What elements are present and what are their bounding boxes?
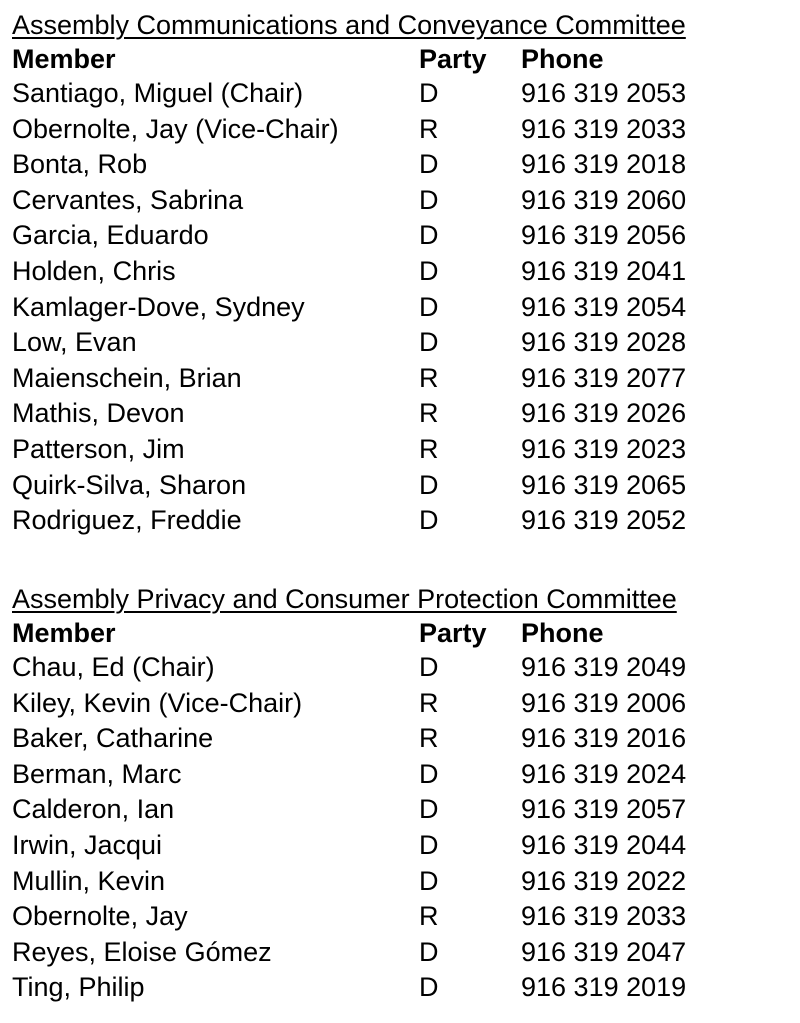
member-list xyxy=(12,650,792,1006)
member-name: Chau, Ed (Chair) xyxy=(12,652,215,682)
table-header-row xyxy=(12,42,792,76)
member-name: Santiago, Miguel (Chair) xyxy=(12,78,304,108)
member-row xyxy=(12,147,792,183)
member-column-header: Member xyxy=(12,618,116,648)
member-name: Maienschein, Brian xyxy=(12,362,242,393)
member-name: Quirk-Silva, Sharon xyxy=(12,469,247,500)
member-name: Rodriguez, Freddie xyxy=(12,505,242,536)
member-name: Kiley, Kevin (Vice-Chair) xyxy=(12,687,303,718)
phone-number: 916 319 2049 xyxy=(521,652,687,682)
member-row xyxy=(12,76,792,112)
party-affiliation: R xyxy=(419,723,439,754)
member-name: Baker, Catharine xyxy=(12,723,214,754)
phone-number: 916 319 2024 xyxy=(521,758,687,789)
member-row xyxy=(12,686,792,722)
committee-privacy-consumer-protection xyxy=(12,582,792,1006)
phone-number: 916 319 2033 xyxy=(521,113,687,144)
member-row xyxy=(12,254,792,290)
phone-number: 916 319 2022 xyxy=(521,865,687,896)
member-list xyxy=(12,76,792,539)
party-affiliation: D xyxy=(419,794,439,825)
party-affiliation: D xyxy=(419,327,439,358)
member-name: Calderon, Ian xyxy=(12,794,175,825)
committee-title: Assembly Communications and Conveyance Committee xyxy=(12,10,686,40)
phone-number: 916 319 2016 xyxy=(521,723,687,754)
member-name: Kamlager-Dove, Sydney xyxy=(12,291,305,322)
phone-number: 916 319 2019 xyxy=(521,972,687,1003)
table-header-row xyxy=(12,616,792,650)
phone-number: 916 319 2056 xyxy=(521,220,687,251)
party-affiliation: R xyxy=(419,433,439,464)
phone-number: 916 319 2033 xyxy=(521,901,687,932)
member-row xyxy=(12,792,792,828)
phone-number: 916 319 2028 xyxy=(521,327,687,358)
party-affiliation: D xyxy=(419,758,439,789)
member-name: Mathis, Devon xyxy=(12,398,185,429)
phone-number: 916 319 2041 xyxy=(521,255,687,286)
member-row xyxy=(12,899,792,935)
member-name: Irwin, Jacqui xyxy=(12,829,163,860)
party-affiliation: R xyxy=(419,398,439,429)
party-affiliation: D xyxy=(419,149,439,180)
member-name: Low, Evan xyxy=(12,327,137,358)
member-row xyxy=(12,828,792,864)
committee-title: Assembly Privacy and Consumer Protection Committee xyxy=(12,584,677,614)
phone-number: 916 319 2052 xyxy=(521,505,687,536)
party-affiliation: D xyxy=(419,78,439,108)
member-row xyxy=(12,218,792,254)
phone-number: 916 319 2044 xyxy=(521,829,687,860)
member-row xyxy=(12,290,792,326)
member-name: Obernolte, Jay (Vice-Chair) xyxy=(12,113,339,144)
party-affiliation: D xyxy=(419,220,439,251)
party-affiliation: D xyxy=(419,936,439,967)
member-column-header: Member xyxy=(12,44,116,74)
party-affiliation: D xyxy=(419,652,439,682)
phone-number: 916 319 2026 xyxy=(521,398,687,429)
party-affiliation: R xyxy=(419,362,439,393)
member-row xyxy=(12,361,792,397)
member-row xyxy=(12,970,792,1006)
member-row xyxy=(12,864,792,900)
member-row xyxy=(12,721,792,757)
party-affiliation: D xyxy=(419,505,439,536)
phone-number: 916 319 2065 xyxy=(521,469,687,500)
party-affiliation: R xyxy=(419,687,439,718)
member-row xyxy=(12,757,792,793)
party-affiliation: D xyxy=(419,865,439,896)
member-row xyxy=(12,935,792,971)
phone-number: 916 319 2057 xyxy=(521,794,687,825)
phone-number: 916 319 2023 xyxy=(521,433,687,464)
member-row xyxy=(12,325,792,361)
phone-number: 916 319 2053 xyxy=(521,78,687,108)
member-name: Holden, Chris xyxy=(12,255,176,286)
party-affiliation: D xyxy=(419,184,439,215)
phone-column-header: Phone xyxy=(521,44,604,74)
party-column-header: Party xyxy=(419,44,487,74)
phone-number: 916 319 2006 xyxy=(521,687,687,718)
phone-number: 916 319 2054 xyxy=(521,291,687,322)
member-name: Patterson, Jim xyxy=(12,433,185,464)
member-row xyxy=(12,468,792,504)
party-affiliation: R xyxy=(419,113,439,144)
party-affiliation: D xyxy=(419,972,439,1003)
phone-number: 916 319 2047 xyxy=(521,936,687,967)
member-name: Ting, Philip xyxy=(12,972,145,1003)
party-affiliation: D xyxy=(419,255,439,286)
committee-communications-conveyance xyxy=(12,8,792,539)
member-name: Obernolte, Jay xyxy=(12,901,188,932)
party-affiliation: D xyxy=(419,291,439,322)
member-row xyxy=(12,503,792,539)
party-affiliation: D xyxy=(419,469,439,500)
member-row xyxy=(12,112,792,148)
member-name: Berman, Marc xyxy=(12,758,182,789)
member-name: Bonta, Rob xyxy=(12,149,148,180)
party-column-header: Party xyxy=(419,618,487,648)
member-name: Cervantes, Sabrina xyxy=(12,184,244,215)
party-affiliation: R xyxy=(419,901,439,932)
member-row xyxy=(12,432,792,468)
phone-number: 916 319 2060 xyxy=(521,184,687,215)
phone-number: 916 319 2018 xyxy=(521,149,687,180)
member-row xyxy=(12,396,792,432)
phone-number: 916 319 2077 xyxy=(521,362,687,393)
phone-column-header: Phone xyxy=(521,618,604,648)
member-name: Garcia, Eduardo xyxy=(12,220,209,251)
member-row xyxy=(12,650,792,686)
member-name: Mullin, Kevin xyxy=(12,865,166,896)
member-name: Reyes, Eloise Gómez xyxy=(12,936,272,967)
member-row xyxy=(12,183,792,219)
party-affiliation: D xyxy=(419,829,439,860)
